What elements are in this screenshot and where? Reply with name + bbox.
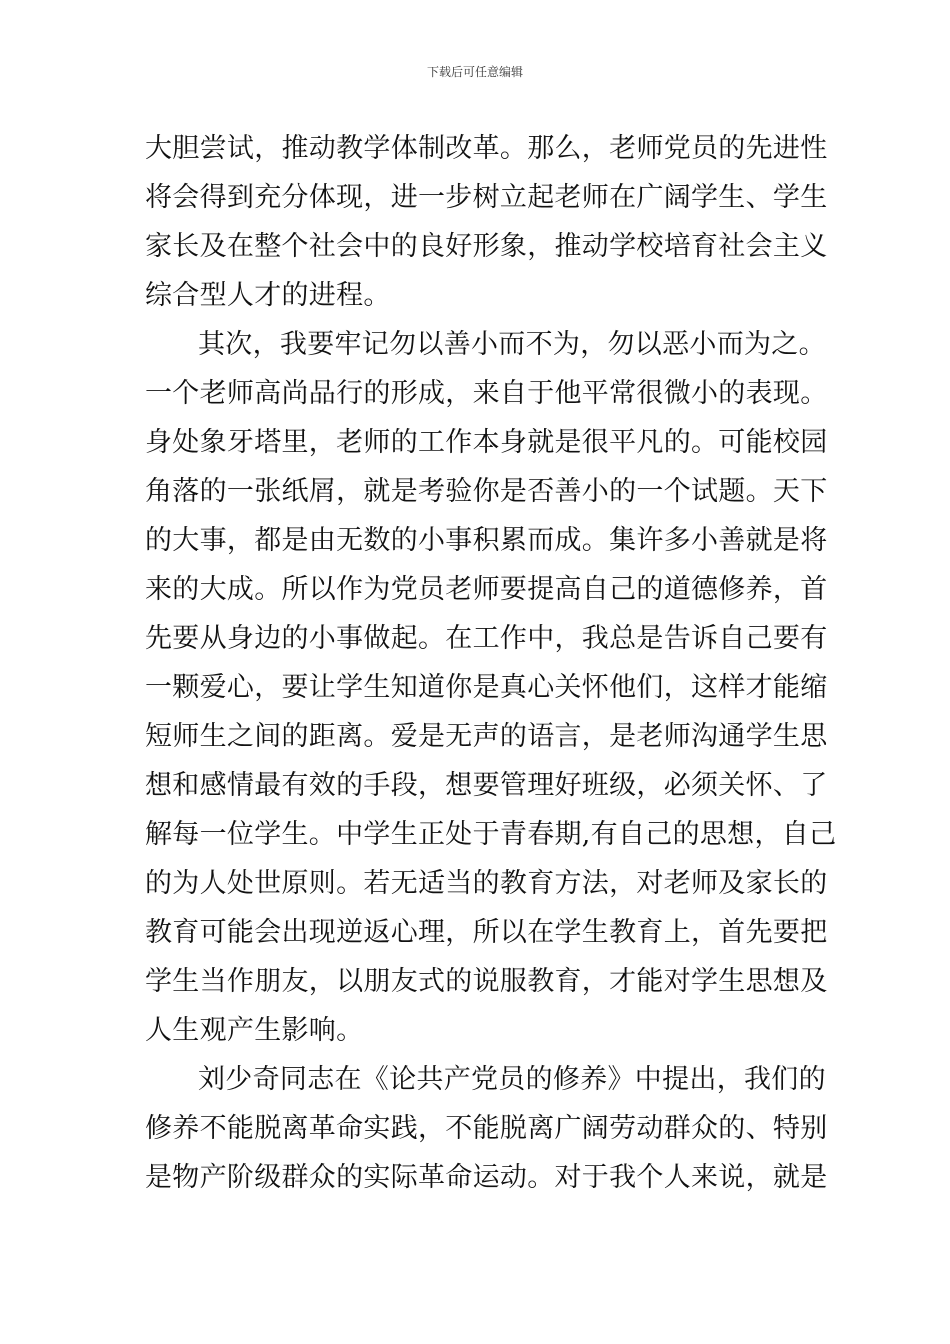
text-line: 一颗爱心，要让学生知道你是真心关怀他们，这样才能缩 (145, 672, 828, 703)
text-line: 角落的一张纸屑，就是考验你是否善小的一个试题。天下 (145, 476, 828, 507)
text-line: 学生当作朋友，以朋友式的说服教育，才能对学生思想及 (145, 966, 828, 997)
text-line: 解每一位学生。中学生正处于青春期,有自己的思想，自己 (145, 819, 837, 850)
text-line-paragraph-start: 刘少奇同志在《论共产党员的修养》中提出，我们的 (198, 1064, 826, 1095)
text-line: 先要从身边的小事做起。在工作中，我总是告诉自己要有 (145, 623, 828, 654)
text-line: 一个老师高尚品行的形成，来自于他平常很微小的表现。 (145, 378, 828, 409)
text-line: 教育可能会出现逆返心理，所以在学生教育上，首先要把 (145, 917, 828, 948)
text-line: 来的大成。所以作为党员老师要提高自己的道德修养，首 (145, 574, 828, 605)
text-line: 大胆尝试，推动教学体制改革。那么，老师党员的先进性 (145, 133, 828, 164)
page-header: 下载后可任意编辑 (426, 65, 523, 79)
text-line: 的大事，都是由无数的小事积累而成。集许多小善就是将 (145, 525, 828, 556)
text-line: 修养不能脱离革命实践，不能脱离广阔劳动群众的、特别 (145, 1113, 828, 1144)
text-line: 是物产阶级群众的实际革命运动。对于我个人来说，就是 (145, 1162, 828, 1193)
text-line: 综合型人才的进程。 (145, 280, 391, 311)
text-line-paragraph-start: 其次，我要牢记勿以善小而不为，勿以恶小而为之。 (198, 329, 826, 360)
text-line: 家长及在整个社会中的良好形象，推动学校培育社会主义 (145, 231, 828, 262)
text-line: 人生观产生影响。 (145, 1015, 364, 1046)
text-line: 短师生之间的距离。爱是无声的语言，是老师沟通学生思 (145, 721, 828, 752)
text-line: 将会得到充分体现，进一步树立起老师在广阔学生、学生 (145, 182, 828, 213)
text-line: 身处象牙塔里，老师的工作本身就是很平凡的。可能校园 (145, 427, 828, 458)
text-line: 的为人处世原则。若无适当的教育方法，对老师及家长的 (145, 868, 828, 899)
text-line: 想和感情最有效的手段，想要管理好班级，必须关怀、了 (145, 770, 828, 801)
